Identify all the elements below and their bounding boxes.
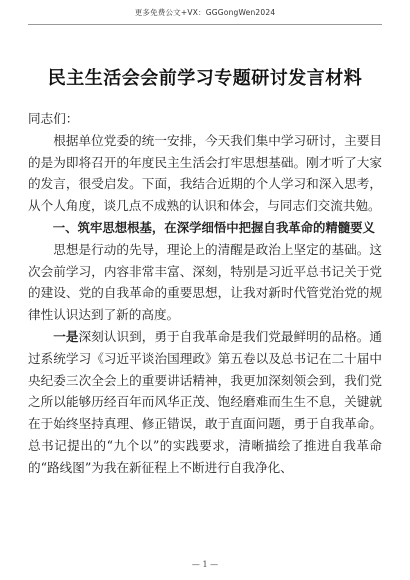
- header-divider: [28, 24, 382, 25]
- paragraph-intro: 根据单位党委的统一安排，今天我们集中学习研讨，主要目的是为即将召开的年度民主生活会打牢思想基础。刚才听了大家的发言，很受启发。下面，我结合近期的个人学习和深入思考，从个人角度，谈几点不成熟的认识和体会，与同志们交流共勉。: [28, 132, 382, 214]
- paragraph-thought: 思想是行动的先导，理论上的清醒是政治上坚定的基础。这次会前学习，内容非常丰富、深刻，特别是习近平总书记关于党的建设、党的自我革命的重要思想，让我对新时代管党治党的规律性认识达到了新的高度。: [28, 241, 382, 323]
- page-number: — 1 —: [191, 560, 219, 569]
- greeting: 同志们：: [28, 111, 79, 126]
- paragraph-first-point: [28, 326, 382, 479]
- document-title: 民主生活会会前学习专题研讨发言材料: [47, 68, 363, 89]
- page-header: 更多免费公文+VX：GGGongWen2024: [134, 8, 276, 17]
- document-body: [28, 108, 382, 479]
- point-lead: 一是: [53, 328, 79, 344]
- section-heading-1: 一、筑牢思想根基，在深学细悟中把握自我革命的精髓要义: [52, 219, 375, 235]
- point-text: 深刻认识到，勇于自我革命是我们党最鲜明的品格。通过系统学习《习近平谈治国理政》第五卷以及总书记在二十届中央纪委三次全会上的重要讲话精神，我更加深刻领会到，我们党之所以能够历经百年而风华正茂、饱经磨难而生生不息，关键就在于始终坚持真理、修正错误，敢于直面问题，勇于自我革命。总书记提出的“九个以”的实践要求，清晰描绘了推进自我革命的“路线图”为我在新征程上不断进行自我净化、: [28, 328, 383, 475]
